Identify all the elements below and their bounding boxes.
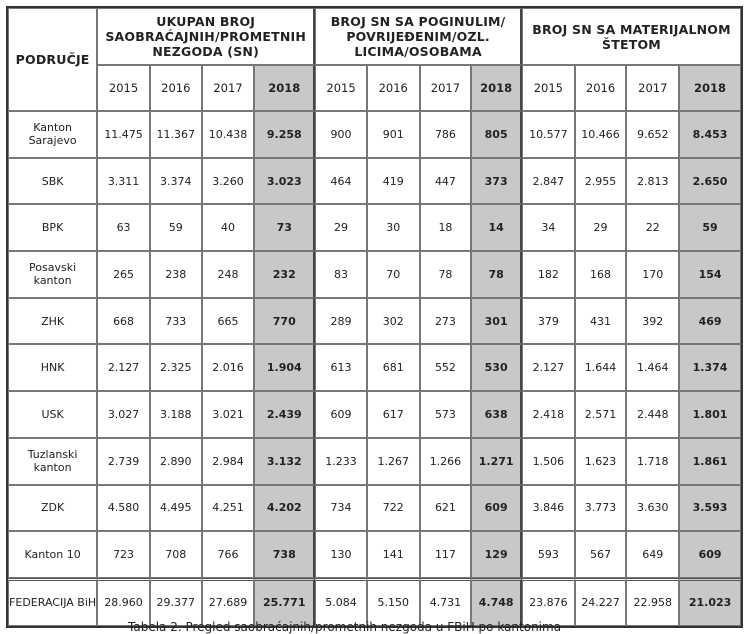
value-cell: 668 — [97, 298, 150, 345]
value-cell: 238 — [150, 251, 202, 298]
value-cell: 9.652 — [626, 111, 679, 158]
value-cell: 3.021 — [202, 391, 255, 438]
table-row — [8, 251, 741, 298]
value-cell: 248 — [202, 251, 255, 298]
region-name-cell: ZHK — [8, 298, 97, 345]
value-cell: 182 — [522, 251, 575, 298]
table-row — [8, 485, 741, 532]
value-cell: 30 — [367, 204, 420, 251]
group-header-total-accidents: UKUPAN BROJ SAOBRAĆAJNIH/PROMETNIH NEZGODA (SN) — [97, 8, 315, 65]
value-cell: 168 — [575, 251, 627, 298]
value-cell: 738 — [254, 531, 315, 578]
value-cell: 805 — [471, 111, 522, 158]
value-cell: 638 — [471, 391, 522, 438]
value-cell: 3.773 — [575, 485, 627, 532]
value-cell: 11.475 — [97, 111, 150, 158]
value-cell: 621 — [420, 485, 472, 532]
value-cell: 609 — [471, 485, 522, 532]
value-cell: 617 — [367, 391, 420, 438]
value-cell: 302 — [367, 298, 420, 345]
region-name-cell: SBK — [8, 158, 97, 205]
value-cell: 4.251 — [202, 485, 255, 532]
year-header: 2018 — [471, 65, 522, 111]
year-header: 2015 — [315, 65, 367, 111]
value-cell: 901 — [367, 111, 420, 158]
value-cell: 649 — [626, 531, 679, 578]
value-cell: 392 — [626, 298, 679, 345]
value-cell: 3.023 — [254, 158, 315, 205]
value-cell: 469 — [679, 298, 741, 345]
value-cell: 3.260 — [202, 158, 255, 205]
region-name-cell: BPK — [8, 204, 97, 251]
value-cell: 3.374 — [150, 158, 202, 205]
value-cell: 8.453 — [679, 111, 741, 158]
value-cell: 2.439 — [254, 391, 315, 438]
value-cell: 1.464 — [626, 344, 679, 391]
value-cell: 2.127 — [522, 344, 575, 391]
value-cell: 379 — [522, 298, 575, 345]
value-cell: 130 — [315, 531, 367, 578]
value-cell: 552 — [420, 344, 472, 391]
value-cell: 3.311 — [97, 158, 150, 205]
value-cell: 141 — [367, 531, 420, 578]
value-cell: 734 — [315, 485, 367, 532]
year-header: 2015 — [522, 65, 575, 111]
value-cell: 78 — [471, 251, 522, 298]
value-cell: 9.258 — [254, 111, 315, 158]
value-cell: 27.689 — [202, 578, 255, 626]
table-row — [8, 531, 741, 578]
value-cell: 447 — [420, 158, 472, 205]
region-column-header: PODRUČJE — [8, 8, 97, 111]
value-cell: 232 — [254, 251, 315, 298]
value-cell: 14 — [471, 204, 522, 251]
year-header: 2016 — [367, 65, 420, 111]
region-name-cell: FEDERACIJA BiH — [8, 578, 97, 626]
value-cell: 3.188 — [150, 391, 202, 438]
value-cell: 23.876 — [522, 578, 575, 626]
value-cell: 4.495 — [150, 485, 202, 532]
value-cell: 2.571 — [575, 391, 627, 438]
value-cell: 5.084 — [315, 578, 367, 626]
value-cell: 3.027 — [97, 391, 150, 438]
year-header: 2017 — [420, 65, 472, 111]
value-cell: 3.593 — [679, 485, 741, 532]
value-cell: 609 — [315, 391, 367, 438]
value-cell: 129 — [471, 531, 522, 578]
value-cell: 593 — [522, 531, 575, 578]
region-name-cell: USK — [8, 391, 97, 438]
value-cell: 1.623 — [575, 438, 627, 485]
value-cell: 154 — [679, 251, 741, 298]
value-cell: 2.448 — [626, 391, 679, 438]
value-cell: 1.718 — [626, 438, 679, 485]
value-cell: 10.438 — [202, 111, 255, 158]
value-cell: 3.132 — [254, 438, 315, 485]
value-cell: 2.739 — [97, 438, 150, 485]
value-cell: 1.801 — [679, 391, 741, 438]
group-header-casualty-accidents: BROJ SN SA POGINULIM/ POVRIJEĐENIM/OZL. LICIMA/OSOBAMA — [315, 8, 522, 65]
table-row — [8, 438, 741, 485]
value-cell: 63 — [97, 204, 150, 251]
value-cell: 3.846 — [522, 485, 575, 532]
value-cell: 21.023 — [679, 578, 741, 626]
value-cell: 10.466 — [575, 111, 627, 158]
value-cell: 786 — [420, 111, 472, 158]
value-cell: 2.650 — [679, 158, 741, 205]
value-cell: 2.847 — [522, 158, 575, 205]
value-cell: 609 — [679, 531, 741, 578]
value-cell: 567 — [575, 531, 627, 578]
value-cell: 733 — [150, 298, 202, 345]
region-name-cell: Posavski kanton — [8, 251, 97, 298]
value-cell: 289 — [315, 298, 367, 345]
region-name-cell: Tuzlanski kanton — [8, 438, 97, 485]
value-cell: 273 — [420, 298, 472, 345]
value-cell: 78 — [420, 251, 472, 298]
value-cell: 900 — [315, 111, 367, 158]
value-cell: 117 — [420, 531, 472, 578]
value-cell: 431 — [575, 298, 627, 345]
value-cell: 22 — [626, 204, 679, 251]
table-row — [8, 204, 741, 251]
value-cell: 73 — [254, 204, 315, 251]
value-cell: 2.016 — [202, 344, 255, 391]
value-cell: 265 — [97, 251, 150, 298]
value-cell: 2.955 — [575, 158, 627, 205]
value-cell: 722 — [367, 485, 420, 532]
value-cell: 573 — [420, 391, 472, 438]
total-row — [8, 578, 741, 626]
value-cell: 373 — [471, 158, 522, 205]
table-row — [8, 298, 741, 345]
table-caption: Tabela 2. Pregled saobraćajnih/prometnih nezgoda u FBiH po kantonima — [128, 620, 562, 634]
value-cell: 2.127 — [97, 344, 150, 391]
value-cell: 708 — [150, 531, 202, 578]
region-name-cell: HNK — [8, 344, 97, 391]
year-header: 2016 — [575, 65, 627, 111]
value-cell: 1.233 — [315, 438, 367, 485]
value-cell: 2.418 — [522, 391, 575, 438]
year-header: 2017 — [626, 65, 679, 111]
value-cell: 2.325 — [150, 344, 202, 391]
value-cell: 1.374 — [679, 344, 741, 391]
value-cell: 11.367 — [150, 111, 202, 158]
value-cell: 419 — [367, 158, 420, 205]
value-cell: 29.377 — [150, 578, 202, 626]
value-cell: 40 — [202, 204, 255, 251]
value-cell: 464 — [315, 158, 367, 205]
value-cell: 665 — [202, 298, 255, 345]
value-cell: 22.958 — [626, 578, 679, 626]
value-cell: 2.890 — [150, 438, 202, 485]
value-cell: 70 — [367, 251, 420, 298]
year-header: 2016 — [150, 65, 202, 111]
value-cell: 2.984 — [202, 438, 255, 485]
value-cell: 2.813 — [626, 158, 679, 205]
value-cell: 613 — [315, 344, 367, 391]
value-cell: 770 — [254, 298, 315, 345]
value-cell: 25.771 — [254, 578, 315, 626]
region-name-cell: Kanton Sarajevo — [8, 111, 97, 158]
value-cell: 10.577 — [522, 111, 575, 158]
value-cell: 1.271 — [471, 438, 522, 485]
table-row — [8, 111, 741, 158]
value-cell: 28.960 — [97, 578, 150, 626]
value-cell: 1.904 — [254, 344, 315, 391]
header-row-years — [8, 65, 741, 111]
value-cell: 4.748 — [471, 578, 522, 626]
value-cell: 59 — [679, 204, 741, 251]
value-cell: 1.506 — [522, 438, 575, 485]
value-cell: 4.580 — [97, 485, 150, 532]
value-cell: 29 — [575, 204, 627, 251]
value-cell: 4.202 — [254, 485, 315, 532]
value-cell: 18 — [420, 204, 472, 251]
value-cell: 5.150 — [367, 578, 420, 626]
value-cell: 59 — [150, 204, 202, 251]
value-cell: 1.861 — [679, 438, 741, 485]
value-cell: 1.267 — [367, 438, 420, 485]
region-name-cell: ZDK — [8, 485, 97, 532]
header-row-groups — [8, 8, 741, 65]
table-body — [8, 111, 741, 626]
table-row — [8, 344, 741, 391]
group-header-property-damage: BROJ SN SA MATERIJALNOM ŠTETOM — [522, 8, 741, 65]
value-cell: 1.266 — [420, 438, 472, 485]
region-name-cell: Kanton 10 — [8, 531, 97, 578]
value-cell: 170 — [626, 251, 679, 298]
table-row — [8, 391, 741, 438]
year-header: 2015 — [97, 65, 150, 111]
value-cell: 530 — [471, 344, 522, 391]
value-cell: 24.227 — [575, 578, 627, 626]
accident-statistics-table — [8, 8, 741, 626]
value-cell: 3.630 — [626, 485, 679, 532]
table-row — [8, 158, 741, 205]
value-cell: 29 — [315, 204, 367, 251]
value-cell: 681 — [367, 344, 420, 391]
value-cell: 1.644 — [575, 344, 627, 391]
value-cell: 83 — [315, 251, 367, 298]
year-header: 2017 — [202, 65, 255, 111]
value-cell: 766 — [202, 531, 255, 578]
value-cell: 34 — [522, 204, 575, 251]
value-cell: 4.731 — [420, 578, 472, 626]
year-header: 2018 — [254, 65, 315, 111]
value-cell: 723 — [97, 531, 150, 578]
year-header: 2018 — [679, 65, 741, 111]
value-cell: 301 — [471, 298, 522, 345]
